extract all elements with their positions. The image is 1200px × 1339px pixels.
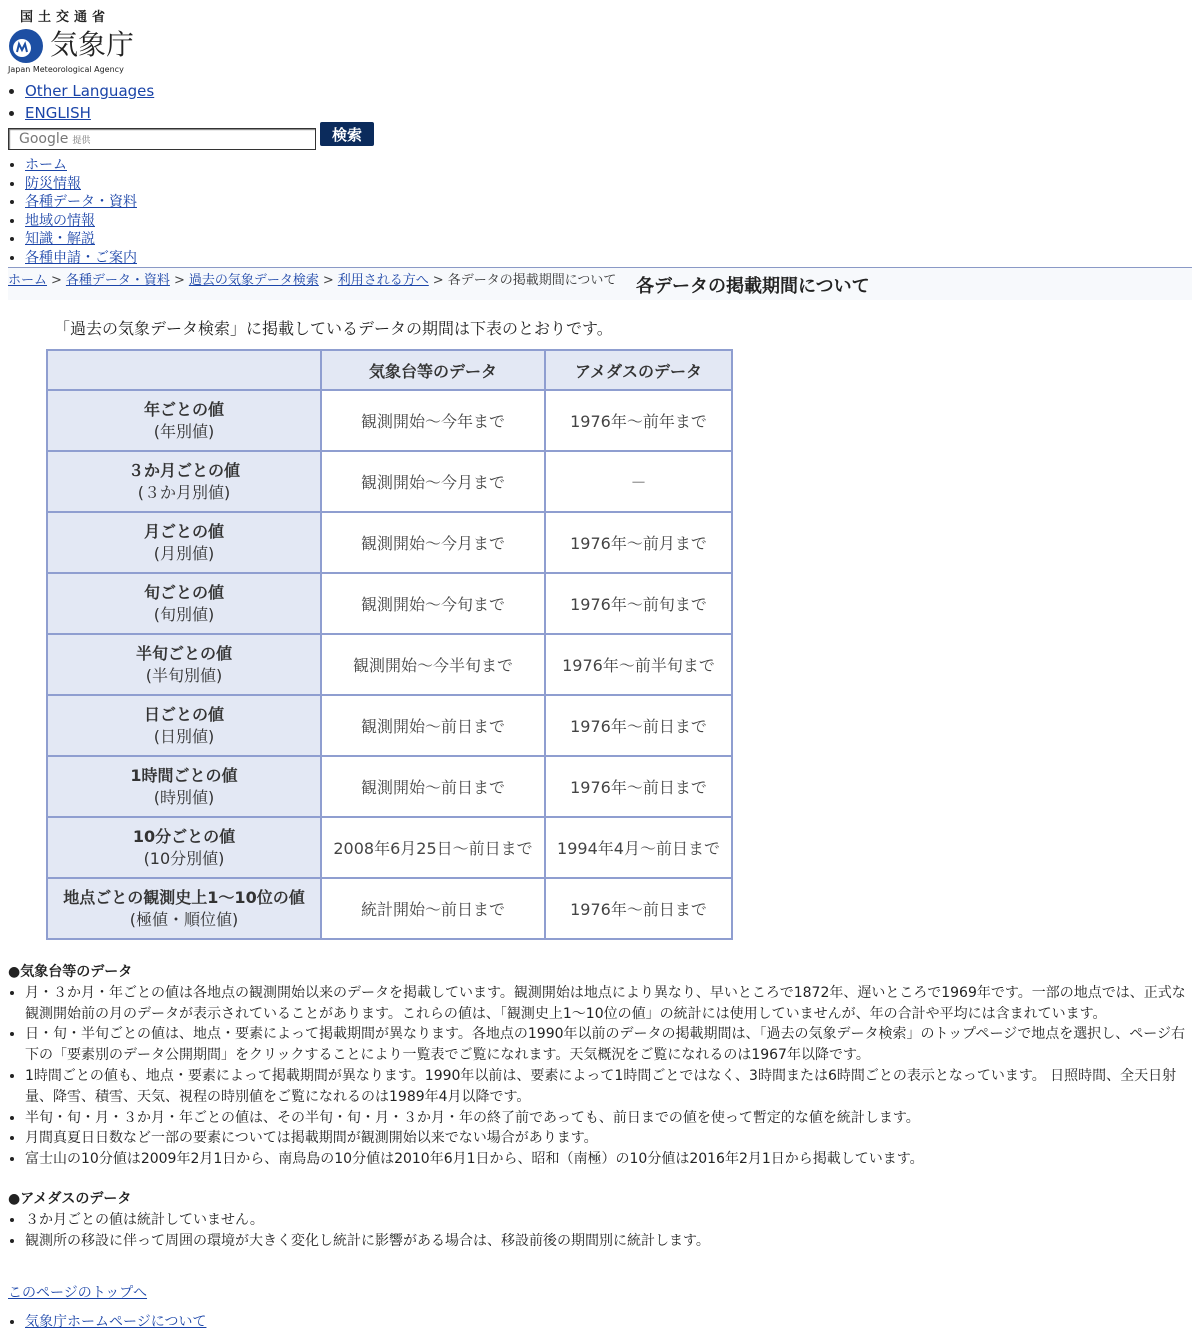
cell-amedas: 1976年～前半旬まで bbox=[545, 634, 732, 695]
google-text: Google bbox=[19, 131, 69, 147]
row-sub: (10分別値) bbox=[143, 848, 225, 868]
row-sub: (極値・順位値) bbox=[129, 909, 239, 929]
breadcrumb-search[interactable]: 過去の気象データ検索 bbox=[188, 273, 319, 288]
cell-jma: 2008年6月25日～前日まで bbox=[321, 817, 545, 878]
nav-application[interactable]: 各種申請・ご案内 bbox=[25, 249, 137, 266]
language-links bbox=[8, 80, 154, 124]
cell-amedas: － bbox=[545, 451, 732, 512]
table-row bbox=[47, 817, 732, 878]
gnav-item bbox=[25, 193, 137, 212]
amedas-notes-heading: ●アメダスのデータ bbox=[8, 1190, 132, 1207]
cell-jma: 統計開始～前日まで bbox=[321, 878, 545, 939]
row-label bbox=[47, 451, 321, 512]
row-name: 1時間ごとの値 bbox=[130, 765, 238, 785]
footer-item bbox=[25, 1311, 206, 1331]
header-corner bbox=[47, 350, 321, 390]
cell-amedas: 1994年4月～前日まで bbox=[545, 817, 732, 878]
header-jma: 気象台等のデータ bbox=[321, 350, 545, 390]
breadcrumb-sep: > bbox=[51, 273, 62, 288]
breadcrumb-sep: > bbox=[322, 273, 334, 288]
page-title: 各データの掲載期間について bbox=[636, 276, 870, 297]
row-name: 10分ごとの値 bbox=[132, 826, 236, 846]
breadcrumb-bar bbox=[8, 267, 1192, 300]
nav-home[interactable]: ホーム bbox=[25, 157, 67, 173]
cell-jma: 観測開始～前日まで bbox=[321, 695, 545, 756]
list-item: • ３か月ごとの値は統計していません。 bbox=[25, 1210, 1192, 1231]
breadcrumb-sep: > bbox=[432, 273, 444, 288]
row-label bbox=[47, 817, 321, 878]
row-label bbox=[47, 512, 321, 573]
notes-section bbox=[8, 962, 1192, 1251]
cell-amedas: 1976年～前日まで bbox=[545, 695, 732, 756]
row-label bbox=[47, 390, 321, 451]
nav-knowledge[interactable]: 知識・解説 bbox=[25, 231, 95, 248]
site-header bbox=[8, 6, 148, 76]
search-button[interactable]: 検索 bbox=[320, 122, 374, 146]
intro-text: 「過去の気象データ検索」に掲載しているデータの期間は下表のとおりです。 bbox=[54, 319, 613, 338]
cell-amedas: 1976年～前日まで bbox=[545, 878, 732, 939]
jma-logo-icon[interactable] bbox=[8, 28, 44, 64]
gnav-item bbox=[25, 175, 137, 194]
table-row bbox=[47, 634, 732, 695]
list-item: • 1時間ごとの値も、地点・要素によって掲載期間が異なります。1990年以前は、要素によって1時間ごとではなく、3時間または6時間ごとの表示となっています。 日照時間、全天日射量、降雪、積雪、天気、視程の時別値をご覧になれるのは1989年4月以降です。 bbox=[25, 1066, 1192, 1108]
row-name: 日ごとの値 bbox=[143, 704, 224, 724]
nav-data[interactable]: 各種データ・資料 bbox=[25, 194, 137, 211]
breadcrumb-home[interactable]: ホーム bbox=[8, 273, 48, 288]
back-to-top-link[interactable]: このページのトップへ bbox=[8, 1285, 148, 1301]
row-name: ３か月ごとの値 bbox=[127, 460, 240, 480]
list-item: • 富士山の10分値は2009年2月1日から、南鳥島の10分値は2010年6月1日から、昭和（南極）の10分値は2016年2月1日から掲載しています。 bbox=[25, 1149, 1192, 1170]
row-label bbox=[47, 695, 321, 756]
row-label bbox=[47, 573, 321, 634]
list-item: • 日・旬・半旬ごとの値は、地点・要素によって掲載期間が異なります。各地点の1990年以前のデータの掲載期間は、「過去の気象データ検索」のトップページで地点を選択し、ページ右下の「要素別のデータ公開期間」をクリックすることにより一覧表でご覧になれます。天気概況をご覧になれるのは1967年以降です。 bbox=[25, 1024, 1192, 1066]
english-link[interactable]: ENGLISH bbox=[25, 104, 91, 122]
list-item: • 観測所の移設に伴って周囲の環境が大きく変化し統計に影響がある場合は、移設前後の期間別に統計します。 bbox=[25, 1231, 1192, 1252]
header-amedas: アメダスのデータ bbox=[545, 350, 732, 390]
logo-title[interactable]: 気象庁 bbox=[50, 28, 135, 61]
nav-region[interactable]: 地域の情報 bbox=[25, 212, 95, 229]
row-name: 旬ごとの値 bbox=[143, 582, 224, 602]
row-label bbox=[47, 634, 321, 695]
list-item: • 半旬・旬・月・３か月・年ごとの値は、その半旬・旬・月・３か月・年の終了前であっても、前日までの値を使って暫定的な値を統計します。 bbox=[25, 1108, 1192, 1129]
row-sub: (旬別値) bbox=[153, 604, 215, 624]
row-name: 月ごとの値 bbox=[143, 521, 224, 541]
gnav-item bbox=[25, 156, 137, 175]
row-name: 年ごとの値 bbox=[143, 399, 224, 419]
amedas-notes-list bbox=[8, 1210, 1192, 1252]
table-row bbox=[47, 451, 732, 512]
breadcrumb-current: 各データの掲載期間について bbox=[447, 273, 617, 288]
row-sub: (半旬別値) bbox=[145, 665, 223, 685]
cell-amedas: 1976年～前日まで bbox=[545, 756, 732, 817]
row-sub: (３か月別値) bbox=[137, 482, 231, 502]
table-row bbox=[47, 573, 732, 634]
spacer bbox=[8, 1170, 1192, 1189]
google-label bbox=[19, 131, 90, 147]
row-label bbox=[47, 878, 321, 939]
cell-jma: 観測開始～前日まで bbox=[321, 756, 545, 817]
search-input[interactable] bbox=[8, 128, 316, 150]
cell-jma: 観測開始～今年まで bbox=[321, 390, 545, 451]
gnav-item bbox=[25, 230, 137, 249]
provided-text: 提供 bbox=[72, 136, 91, 146]
cell-amedas: 1976年～前年まで bbox=[545, 390, 732, 451]
logo-subtitle: Japan Meteorological Agency bbox=[8, 65, 124, 74]
other-languages-link[interactable]: Other Languages bbox=[25, 82, 155, 100]
row-name: 地点ごとの観測史上1～10位の値 bbox=[63, 887, 305, 907]
breadcrumb-sep: > bbox=[173, 273, 185, 288]
nav-disaster[interactable]: 防災情報 bbox=[25, 175, 81, 192]
lang-item-other bbox=[25, 80, 154, 102]
table-row bbox=[47, 695, 732, 756]
table-row bbox=[47, 756, 732, 817]
row-label bbox=[47, 756, 321, 817]
list-item: • 月・３か月・年ごとの値は各地点の観測開始以来のデータを掲載しています。観測開始は地点により異なり、早いところで1872年、遅いところで1969年です。一部の地点では、正式な観測開始前の月のデータが表示されていることがあります。これらの値は、「観測史上1～10位の値」の統計には使用していませんが、年の合計や平均には含まれています。 bbox=[25, 983, 1192, 1025]
gnav-item bbox=[25, 212, 137, 231]
cell-jma: 観測開始～今旬まで bbox=[321, 573, 545, 634]
table-row bbox=[47, 390, 732, 451]
breadcrumb bbox=[8, 269, 616, 288]
table-row bbox=[47, 512, 732, 573]
jma-notes-list bbox=[8, 983, 1192, 1170]
lang-item-english bbox=[25, 102, 154, 124]
cell-amedas: 1976年～前旬まで bbox=[545, 573, 732, 634]
cell-jma: 観測開始～今半旬まで bbox=[321, 634, 545, 695]
row-sub: (年別値) bbox=[153, 421, 215, 441]
cell-jma: 観測開始～今月まで bbox=[321, 451, 545, 512]
table-header-row bbox=[47, 350, 732, 390]
jma-notes-heading: ●気象台等のデータ bbox=[8, 964, 133, 980]
cell-jma: 観測開始～今月まで bbox=[321, 512, 545, 573]
row-sub: (時別値) bbox=[153, 787, 215, 807]
row-name: 半旬ごとの値 bbox=[135, 643, 232, 663]
footer-links bbox=[8, 1311, 206, 1331]
global-nav bbox=[8, 156, 137, 268]
cell-amedas: 1976年～前月まで bbox=[545, 512, 732, 573]
about-site-link[interactable]: 気象庁ホームページについて bbox=[25, 1314, 207, 1330]
data-period-table bbox=[46, 349, 733, 940]
row-sub: (日別値) bbox=[153, 726, 215, 746]
table-row bbox=[47, 878, 732, 939]
row-sub: (月別値) bbox=[153, 543, 215, 563]
ministry-label: 国土交通省 bbox=[20, 10, 111, 25]
breadcrumb-users[interactable]: 利用される方へ bbox=[337, 273, 429, 288]
list-item: • 月間真夏日日数など一部の要素については掲載期間が観測開始以来でない場合があります。 bbox=[25, 1128, 1192, 1149]
gnav-item bbox=[25, 249, 137, 268]
breadcrumb-data[interactable]: 各種データ・資料 bbox=[65, 273, 170, 288]
